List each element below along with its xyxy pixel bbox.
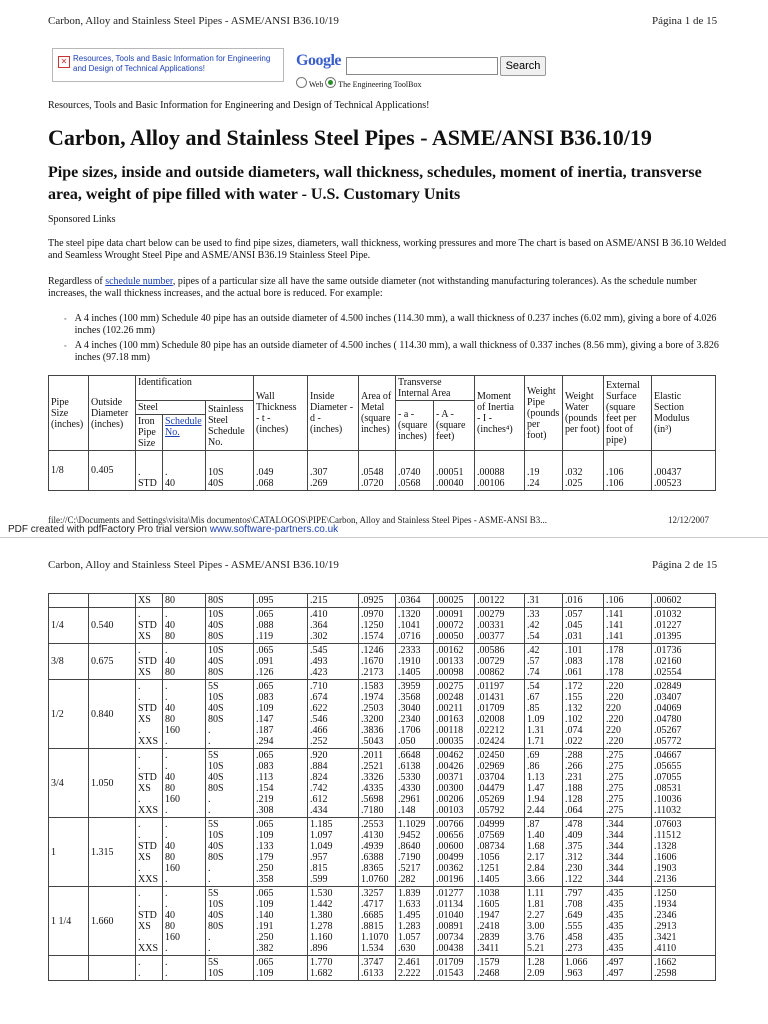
cell-wall: .095 bbox=[254, 594, 308, 608]
col-transverse: Transverse Internal Area bbox=[396, 376, 475, 401]
cell-am: .1583 .1974 .2503 .3200 .3836 .5043 bbox=[359, 680, 396, 749]
cell-surf: .106 bbox=[604, 594, 652, 608]
col-stainless: Stainless Steel Schedule No. bbox=[206, 401, 254, 451]
cell-wall: .065 .083 .109 .147 .187 .294 bbox=[254, 680, 308, 749]
cell-a: .0364 bbox=[396, 594, 434, 608]
cell-wp: .54 .67 .85 1.09 1.31 1.71 bbox=[525, 680, 563, 749]
cell-a: .1320 .1041 .0716 bbox=[396, 608, 434, 644]
col-pipe-size: Pipe Size (inches) bbox=[49, 376, 89, 451]
cell-sch: . . 40 80 160 . bbox=[163, 887, 206, 956]
google-logo-text: Google bbox=[296, 52, 341, 69]
cell-sch: . 40 80 bbox=[163, 608, 206, 644]
pdf-link[interactable]: www.software-partners.co.uk bbox=[209, 524, 339, 535]
cell-ss: 5S 10S 40S 80S . . bbox=[206, 887, 254, 956]
sponsored-links: Sponsored Links bbox=[48, 214, 116, 225]
cell-wp: .42 .57 .74 bbox=[525, 644, 563, 680]
cell-wp: .33 .42 .54 bbox=[525, 608, 563, 644]
cell-sch: . . 40 80 160 . bbox=[163, 749, 206, 818]
cell-ss: 5S 10S 40S 80S . . bbox=[206, 680, 254, 749]
col-external-surface: External Surface (square feet per foot of pipe) bbox=[604, 376, 652, 451]
pipe-table-page2 bbox=[48, 593, 716, 981]
cell-mod: .04667 .05655 .07055 .08531 .10036 .11032 bbox=[652, 749, 716, 818]
cell-ww: .478 .409 .375 .312 .230 .122 bbox=[563, 818, 604, 887]
table-row bbox=[49, 887, 716, 956]
cell-am: .3747 .6133 bbox=[359, 956, 396, 981]
cell-size: 3/8 bbox=[49, 644, 89, 680]
intro-paragraph: The steel pipe data chart below can be used to find pipe sizes, diameters, wall thickness, working pressures and more The chart is based on ASME/ANSI B 36.10 Welded and Seamless Wrought Steel Pipe and ASME/ANSI B36.19 Stainless Steel Pipe. bbox=[48, 238, 727, 261]
page1-number: Página 1 de 15 bbox=[652, 15, 718, 27]
table-row bbox=[49, 608, 716, 644]
page-heading: Carbon, Alloy and Stainless Steel Pipes - ASME/ANSI B36.10/19 bbox=[48, 125, 652, 150]
cell-surf: .435 .435 .435 .435 .435 .435 bbox=[604, 887, 652, 956]
cell-sch: . 40 bbox=[163, 451, 206, 491]
col-area-metal: Area of Metal (square inches) bbox=[359, 376, 396, 451]
cell-ips: . STD XS bbox=[136, 608, 163, 644]
search-input[interactable] bbox=[346, 57, 498, 75]
cell-ww: .057 .045 .031 bbox=[563, 608, 604, 644]
cell-mod: .1250 .1934 .2346 .2913 .3421 .4110 bbox=[652, 887, 716, 956]
cell-A: .00462 .00426 .00371 .00300 .00206 .00103 bbox=[434, 749, 475, 818]
cell-A: .00275 .00248 .00211 .00163 .00118 .00035 bbox=[434, 680, 475, 749]
bullet-icon: ◦ bbox=[64, 342, 67, 350]
col-weight-pipe: Weight Pipe (pounds per foot) bbox=[525, 376, 563, 451]
cell-mod: .01032 .01227 .01395 bbox=[652, 608, 716, 644]
cell-ss: 10S 40S bbox=[206, 451, 254, 491]
cell-id: .710 .674 .622 .546 .466 .252 bbox=[308, 680, 359, 749]
cell-wp: .19 .24 bbox=[525, 451, 563, 491]
cell-size: 1 1/4 bbox=[49, 887, 89, 956]
cell-I: .00279 .00331 .00377 bbox=[475, 608, 525, 644]
cell-surf: .275 .275 .275 .275 .275 .275 bbox=[604, 749, 652, 818]
cell-A: .00766 .00656 .00600 .00499 .00362 .00196 bbox=[434, 818, 475, 887]
cell-ss: 5S 10S bbox=[206, 956, 254, 981]
cell-A: .00025 bbox=[434, 594, 475, 608]
cell-a: .0740 .0568 bbox=[396, 451, 434, 491]
cell-surf: .178 .178 .178 bbox=[604, 644, 652, 680]
ad-banner[interactable] bbox=[52, 48, 284, 82]
cell-am: .0970 .1250 .1574 bbox=[359, 608, 396, 644]
search-button[interactable]: Search bbox=[500, 56, 546, 76]
cell-A: .01709 .01543 bbox=[434, 956, 475, 981]
col-a-in: - a - (square inches) bbox=[396, 401, 434, 451]
table-header-row bbox=[49, 376, 716, 401]
cell-a: 1.839 1.633 1.495 1.283 1.057 .630 bbox=[396, 887, 434, 956]
cell-ss: 10S 40S 80S bbox=[206, 644, 254, 680]
cell-a: .3959 .3568 .3040 .2340 .1706 .050 bbox=[396, 680, 434, 749]
cell-am: .2011 .2521 .3326 .4335 .5698 .7180 bbox=[359, 749, 396, 818]
bullet-text: A 4 inches (100 mm) Schedule 40 pipe has an outside diameter of 4.500 inches (114.30 mm), a wall thickness of 0.237 inches (6.02 mm), giving a bore of 4.026 inches (102.26 mm) bbox=[74, 313, 717, 336]
regardless-post: , pipes of a particular size all have the same outside diameter (not withstanding manufacturing tolerances). As the schedule number increases, the wall thickness increases, and the actual bore is reduced. For example: bbox=[48, 276, 697, 299]
cell-surf: .141 .141 .141 bbox=[604, 608, 652, 644]
table-row bbox=[49, 680, 716, 749]
page-subheading: Pipe sizes, inside and outside diameters, wall thickness, schedules, moment of inertia, transverse area, weight of pipe filled with water - U.S. Customary Units bbox=[48, 164, 702, 203]
cell-od: 0.405 bbox=[89, 451, 136, 491]
cell-id: 1.770 1.682 bbox=[308, 956, 359, 981]
list-item bbox=[64, 313, 719, 337]
cell-am: .2553 .4130 .4939 .6388 .8365 1.0760 bbox=[359, 818, 396, 887]
table-row bbox=[49, 594, 716, 608]
tagline: Resources, Tools and Basic Information for Engineering and Design of Technical Applications! bbox=[48, 100, 430, 111]
google-logo bbox=[296, 52, 341, 70]
cell-a: .6648 .6138 .5330 .4330 .2961 .148 bbox=[396, 749, 434, 818]
file-date: 12/12/2007 bbox=[668, 515, 710, 525]
cell-size: 1 bbox=[49, 818, 89, 887]
page-separator bbox=[0, 537, 768, 538]
cell-wp: .69 .86 1.13 1.47 1.94 2.44 bbox=[525, 749, 563, 818]
cell-ips: . STD XS bbox=[136, 644, 163, 680]
cell-A: .00051 .00040 bbox=[434, 451, 475, 491]
cell-sch: . 40 80 bbox=[163, 644, 206, 680]
cell-wp: .87 1.40 1.68 2.17 2.84 3.66 bbox=[525, 818, 563, 887]
cell-id: .410 .364 .302 bbox=[308, 608, 359, 644]
cell-ss: 5S 10S 40S 80S . . bbox=[206, 749, 254, 818]
radio-site-label: The Engineering ToolBox bbox=[338, 80, 422, 89]
cell-ww: 1.066 .963 bbox=[563, 956, 604, 981]
cell-sch: 80 bbox=[163, 594, 206, 608]
col-inside-diameter: Inside Diameter - d - (inches) bbox=[308, 376, 359, 451]
ad-text[interactable]: Resources, Tools and Basic Information for Engineering and Design of Technical Applications! bbox=[73, 54, 271, 73]
cell-ww: .288 .266 .231 .188 .128 .064 bbox=[563, 749, 604, 818]
cell-am: .0925 bbox=[359, 594, 396, 608]
cell-wall: .049 .068 bbox=[254, 451, 308, 491]
cell-id: .545 .493 .423 bbox=[308, 644, 359, 680]
pdf-text: PDF created with pdfFactory Pro trial version bbox=[8, 524, 210, 535]
cell-ips: . . bbox=[136, 956, 163, 981]
cell-a: 1.1029 .9452 .8640 .7190 .5217 .282 bbox=[396, 818, 434, 887]
bullet-icon: ◦ bbox=[64, 315, 67, 323]
cell-wall: .065 .088 .119 bbox=[254, 608, 308, 644]
cell-ss: 10S 40S 80S bbox=[206, 608, 254, 644]
cell-mod: .00437 .00523 bbox=[652, 451, 716, 491]
cell-I: .00088 .00106 bbox=[475, 451, 525, 491]
col-outside-diameter: Outside Diameter (inches) bbox=[89, 376, 136, 451]
cell-od: 0.840 bbox=[89, 680, 136, 749]
table-row bbox=[49, 644, 716, 680]
cell-sch: . . 40 80 160 . bbox=[163, 818, 206, 887]
cell-id: .215 bbox=[308, 594, 359, 608]
cell-od: 0.675 bbox=[89, 644, 136, 680]
cell-ips: . . STD XS . XXS bbox=[136, 680, 163, 749]
radio-web-label: Web bbox=[308, 80, 324, 89]
cell-I: .00122 bbox=[475, 594, 525, 608]
cell-ips: . STD bbox=[136, 451, 163, 491]
cell-I: .01197 .01431 .01709 .02008 .02212 .02424 bbox=[475, 680, 525, 749]
radio-web[interactable] bbox=[296, 77, 307, 88]
example-list bbox=[64, 313, 719, 364]
cell-mod: .1662 .2598 bbox=[652, 956, 716, 981]
cell-ss: 5S 10S 40S 80S . . bbox=[206, 818, 254, 887]
col-steel: Steel bbox=[136, 401, 206, 415]
cell-am: .3257 .4717 .6685 .8815 1.1070 1.534 bbox=[359, 887, 396, 956]
cell-ww: .032 .025 bbox=[563, 451, 604, 491]
cell-surf: .344 .344 .344 .344 .344 .344 bbox=[604, 818, 652, 887]
cell-size: 1/2 bbox=[49, 680, 89, 749]
cell-ss: 80S bbox=[206, 594, 254, 608]
cell-ips: . . STD XS . XXS bbox=[136, 818, 163, 887]
cell-size bbox=[49, 594, 89, 608]
cell-od bbox=[89, 956, 136, 981]
cell-ips: XS bbox=[136, 594, 163, 608]
table-row bbox=[49, 818, 716, 887]
cell-mod: .01736 .02160 .02554 bbox=[652, 644, 716, 680]
regardless-paragraph bbox=[48, 276, 728, 300]
col-weight-water: Weight Water (pounds per foot) bbox=[563, 376, 604, 451]
cell-ww: .797 .708 .649 .555 .458 .273 bbox=[563, 887, 604, 956]
col-elastic-modulus: Elastic Section Modulus (in³) bbox=[652, 376, 716, 451]
cell-mod: .00602 bbox=[652, 594, 716, 608]
cell-id: 1.185 1.097 1.049 .957 .815 .599 bbox=[308, 818, 359, 887]
page1-title: Carbon, Alloy and Stainless Steel Pipes - ASME/ANSI B36.10/19 bbox=[48, 15, 339, 27]
cell-size: 1/8 bbox=[49, 451, 89, 491]
cell-ips: . . STD XS . XXS bbox=[136, 749, 163, 818]
page2-number: Página 2 de 15 bbox=[652, 559, 718, 571]
cell-wp: 1.28 2.09 bbox=[525, 956, 563, 981]
cell-A: .00091 .00072 .00050 bbox=[434, 608, 475, 644]
cell-sch: . . bbox=[163, 956, 206, 981]
cell-id: 1.530 1.442 1.380 1.278 1.160 .896 bbox=[308, 887, 359, 956]
cell-od: 1.660 bbox=[89, 887, 136, 956]
cell-I: .02450 .02969 .03704 .04479 .05269 .05792 bbox=[475, 749, 525, 818]
cell-A: .00162 .00133 .00098 bbox=[434, 644, 475, 680]
col-identification: Identification bbox=[136, 376, 254, 401]
cell-id: .920 .884 .824 .742 .612 .434 bbox=[308, 749, 359, 818]
cell-A: .01277 .01134 .01040 .00891 .00734 .00438 bbox=[434, 887, 475, 956]
bullet-text: A 4 inches (100 mm) Schedule 80 pipe has an outside diameter of 4.500 inches ( 114.30 mm), a wall thickness of 0.337 inches (8.56 mm), giving a bore of 3.826 inches (97.18 mm) bbox=[74, 340, 719, 363]
cell-ww: .172 .155 .132 .102 .074 .022 bbox=[563, 680, 604, 749]
cell-am: .0548 .0720 bbox=[359, 451, 396, 491]
cell-I: .1579 .2468 bbox=[475, 956, 525, 981]
col-schedule-no[interactable] bbox=[163, 415, 206, 451]
cell-a: 2.461 2.222 bbox=[396, 956, 434, 981]
cell-size: 3/4 bbox=[49, 749, 89, 818]
cell-wall: .065 .109 .133 .179 .250 .358 bbox=[254, 818, 308, 887]
cell-wall: .065 .109 .140 .191 .250 .382 bbox=[254, 887, 308, 956]
pipe-table-page1 bbox=[48, 375, 716, 491]
cell-mod: .02849 .03407 .04069 .04780 .05267 .05772 bbox=[652, 680, 716, 749]
cell-surf: .497 .497 bbox=[604, 956, 652, 981]
cell-wp: 1.11 1.81 2.27 3.00 3.76 5.21 bbox=[525, 887, 563, 956]
cell-od: 0.540 bbox=[89, 608, 136, 644]
cell-wp: .31 bbox=[525, 594, 563, 608]
cell-wall: .065 .091 .126 bbox=[254, 644, 308, 680]
col-wall-thickness: Wall Thickness - t - (inches) bbox=[254, 376, 308, 451]
table-row bbox=[49, 956, 716, 981]
cell-id: .307 .269 bbox=[308, 451, 359, 491]
cell-am: .1246 .1670 .2173 bbox=[359, 644, 396, 680]
cell-I: .00586 .00729 .00862 bbox=[475, 644, 525, 680]
cell-I: .04999 .07569 .08734 .1056 .1251 .1405 bbox=[475, 818, 525, 887]
cell-I: .1038 .1605 .1947 .2418 .2839 .3411 bbox=[475, 887, 525, 956]
cell-surf: .220 .220 220 .220 220 .220 bbox=[604, 680, 652, 749]
cell-od bbox=[89, 594, 136, 608]
cell-ips: . . STD XS . XXS bbox=[136, 887, 163, 956]
schedule-no-link[interactable]: Schedule No. bbox=[165, 416, 202, 438]
col-moment-inertia: Moment of Inertia - I - (inches⁴) bbox=[475, 376, 525, 451]
list-item bbox=[64, 340, 719, 364]
cell-surf: .106 .106 bbox=[604, 451, 652, 491]
cell-ww: .101 .083 .061 bbox=[563, 644, 604, 680]
cell-a: .2333 .1910 .1405 bbox=[396, 644, 434, 680]
regardless-pre: Regardless of bbox=[48, 276, 106, 287]
cell-ww: .016 bbox=[563, 594, 604, 608]
search-options bbox=[296, 77, 421, 89]
col-iron-pipe-size: Iron Pipe Size bbox=[136, 415, 163, 451]
pdf-banner bbox=[8, 524, 338, 535]
cell-wall: .065 .109 bbox=[254, 956, 308, 981]
cell-size bbox=[49, 956, 89, 981]
broken-image-icon: ✕ bbox=[58, 56, 70, 68]
cell-od: 1.050 bbox=[89, 749, 136, 818]
radio-site[interactable] bbox=[325, 77, 336, 88]
col-a-ft: - A - (square feet) bbox=[434, 401, 475, 451]
file-path: file://C:\Documents and Settings\visita\Mis documentos\CATALOGOS\PIPE\Carbon, Alloy and Stainless Steel Pipes - ASME-ANSI B3... bbox=[48, 515, 548, 525]
cell-size: 1/4 bbox=[49, 608, 89, 644]
cell-sch: . . 40 80 160 . bbox=[163, 680, 206, 749]
cell-mod: .07603 .11512 .1328 .1606 .1903 .2136 bbox=[652, 818, 716, 887]
table-row bbox=[49, 451, 716, 491]
table-row bbox=[49, 749, 716, 818]
cell-wall: .065 .083 .113 .154 .219 .308 bbox=[254, 749, 308, 818]
page2-title: Carbon, Alloy and Stainless Steel Pipes - ASME/ANSI B36.10/19 bbox=[48, 559, 339, 571]
schedule-number-link[interactable]: schedule number bbox=[105, 276, 173, 287]
cell-od: 1.315 bbox=[89, 818, 136, 887]
